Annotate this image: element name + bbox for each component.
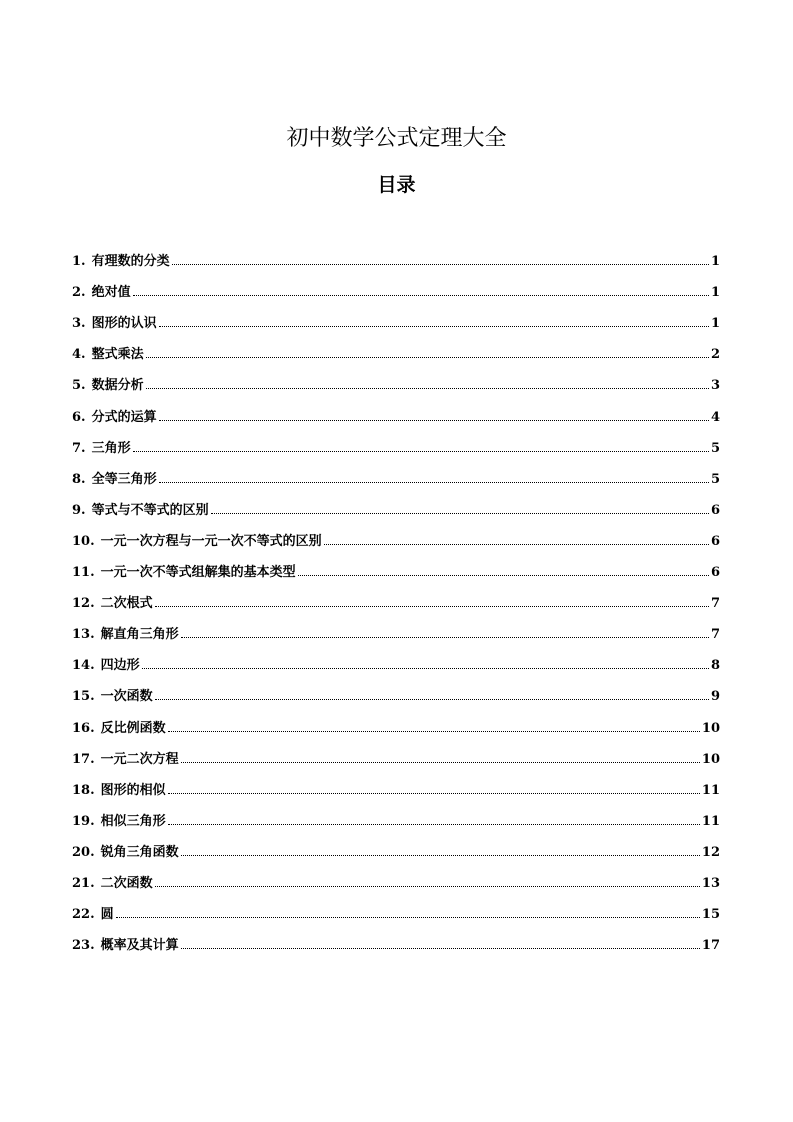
toc-entry-number: 3. (72, 316, 86, 332)
toc-dot-leader (181, 636, 709, 638)
toc-dot-leader (324, 543, 709, 545)
toc-entry-page-number: 8 (710, 658, 720, 674)
toc-dot-leader (181, 761, 700, 763)
toc-entry-number: 20. (72, 844, 95, 860)
toc-heading: 目录 (377, 174, 416, 196)
toc-entry[interactable] (72, 456, 720, 487)
toc-dot-leader (155, 885, 700, 887)
toc-entry[interactable] (72, 611, 720, 642)
toc-entry-label: 一次函数 (100, 689, 153, 705)
toc-entry-page-number: 5 (710, 471, 720, 487)
toc-dot-leader (155, 605, 709, 607)
toc-entry-label: 整式乘法 (91, 347, 144, 363)
toc-dot-leader (159, 325, 709, 327)
toc-entry-page-number: 6 (710, 565, 720, 581)
toc-entry-label: 反比例函数 (100, 720, 166, 736)
toc-entry[interactable] (72, 860, 720, 891)
toc-entry-number: 9. (72, 502, 86, 518)
toc-entry[interactable] (72, 331, 720, 362)
toc-entry-number: 6. (72, 409, 86, 425)
toc-entry-label: 二次根式 (100, 596, 153, 612)
toc-entry-label: 解直角三角形 (100, 627, 179, 643)
toc-entry-page-number: 11 (701, 813, 720, 829)
toc-entry-label: 有理数的分类 (91, 254, 170, 270)
table-of-contents (72, 238, 720, 953)
toc-entry-page-number: 3 (710, 378, 720, 394)
toc-entry-label: 绝对值 (91, 285, 131, 301)
toc-entry[interactable] (72, 238, 720, 269)
toc-entry[interactable] (72, 518, 720, 549)
toc-entry-page-number: 9 (710, 689, 720, 705)
toc-entry-number: 7. (72, 440, 86, 456)
toc-entry-label: 数据分析 (91, 378, 144, 394)
toc-entry-page-number: 7 (710, 596, 720, 612)
toc-entry-page-number: 13 (701, 875, 720, 891)
toc-entry-label: 圆 (100, 907, 114, 923)
toc-dot-leader (116, 916, 700, 918)
toc-entry[interactable] (72, 549, 720, 580)
toc-dot-leader (142, 667, 709, 669)
toc-entry-page-number: 4 (710, 409, 720, 425)
toc-entry-label: 图形的相似 (100, 782, 166, 798)
toc-entry-label: 概率及其计算 (100, 938, 179, 954)
toc-entry[interactable] (72, 891, 720, 922)
toc-entry-number: 12. (72, 596, 95, 612)
toc-entry-label: 全等三角形 (91, 471, 157, 487)
toc-entry[interactable] (72, 798, 720, 829)
toc-dot-leader (168, 823, 700, 825)
toc-entry-label: 四边形 (100, 658, 140, 674)
toc-entry[interactable] (72, 767, 720, 798)
toc-entry-page-number: 1 (710, 316, 720, 332)
toc-dot-leader (181, 947, 700, 949)
toc-entry-page-number: 7 (710, 627, 720, 643)
toc-entry-page-number: 6 (710, 533, 720, 549)
toc-entry[interactable] (72, 362, 720, 393)
toc-entry-label: 二次函数 (100, 875, 153, 891)
toc-dot-leader (159, 481, 709, 483)
toc-dot-leader (298, 574, 709, 576)
toc-entry-page-number: 11 (701, 782, 720, 798)
toc-entry-number: 10. (72, 533, 95, 549)
toc-entry-label: 一元一次不等式组解集的基本类型 (100, 565, 296, 581)
toc-entry[interactable] (72, 704, 720, 735)
toc-entry[interactable] (72, 580, 720, 611)
toc-dot-leader (168, 792, 700, 794)
toc-entry-page-number: 6 (710, 502, 720, 518)
toc-entry-label: 锐角三角函数 (100, 844, 179, 860)
toc-entry-page-number: 17 (701, 938, 720, 954)
toc-entry-number: 19. (72, 813, 95, 829)
toc-entry-page-number: 10 (701, 720, 720, 736)
toc-entry-number: 14. (72, 658, 95, 674)
toc-entry-label: 相似三角形 (100, 813, 166, 829)
toc-dot-leader (146, 356, 709, 358)
toc-entry-number: 18. (72, 782, 95, 798)
toc-dot-leader (146, 387, 709, 389)
toc-entry-number: 2. (72, 285, 86, 301)
toc-entry-number: 13. (72, 627, 95, 643)
toc-entry-page-number: 10 (701, 751, 720, 767)
document-title: 初中数学公式定理大全 (286, 126, 507, 151)
toc-entry[interactable] (72, 829, 720, 860)
toc-dot-leader (168, 730, 700, 732)
toc-entry-number: 8. (72, 471, 86, 487)
toc-entry[interactable] (72, 300, 720, 331)
toc-entry-number: 1. (72, 254, 86, 270)
toc-dot-leader (181, 854, 700, 856)
toc-entry[interactable] (72, 642, 720, 673)
toc-dot-leader (159, 419, 709, 421)
toc-dot-leader (211, 512, 709, 514)
toc-entry-page-number: 2 (710, 347, 720, 363)
toc-dot-leader (133, 450, 709, 452)
toc-entry-label: 一元一次方程与一元一次不等式的区别 (100, 533, 322, 549)
toc-entry[interactable] (72, 922, 720, 953)
toc-entry-number: 17. (72, 751, 95, 767)
toc-entry-number: 5. (72, 378, 86, 394)
toc-entry[interactable] (72, 393, 720, 424)
toc-entry-label: 一元二次方程 (100, 751, 179, 767)
toc-entry[interactable] (72, 736, 720, 767)
toc-entry[interactable] (72, 425, 720, 456)
toc-entry-number: 11. (72, 565, 95, 581)
toc-entry-label: 等式与不等式的区别 (91, 502, 209, 518)
toc-dot-leader (155, 698, 709, 700)
toc-entry-label: 三角形 (91, 440, 131, 456)
toc-dot-leader (133, 294, 709, 296)
toc-entry[interactable] (72, 673, 720, 704)
toc-entry-page-number: 12 (701, 844, 720, 860)
toc-entry[interactable] (72, 269, 720, 300)
toc-entry-label: 图形的认识 (91, 316, 157, 332)
toc-entry-label: 分式的运算 (91, 409, 157, 425)
toc-entry[interactable] (72, 487, 720, 518)
toc-entry-number: 4. (72, 347, 86, 363)
toc-entry-page-number: 5 (710, 440, 720, 456)
toc-entry-number: 15. (72, 689, 95, 705)
toc-entry-page-number: 15 (701, 907, 720, 923)
toc-entry-page-number: 1 (710, 285, 720, 301)
toc-entry-number: 16. (72, 720, 95, 736)
toc-entry-number: 21. (72, 875, 95, 891)
toc-entry-page-number: 1 (710, 254, 720, 270)
toc-entry-number: 23. (72, 938, 95, 954)
toc-dot-leader (172, 263, 709, 265)
toc-entry-number: 22. (72, 907, 95, 923)
